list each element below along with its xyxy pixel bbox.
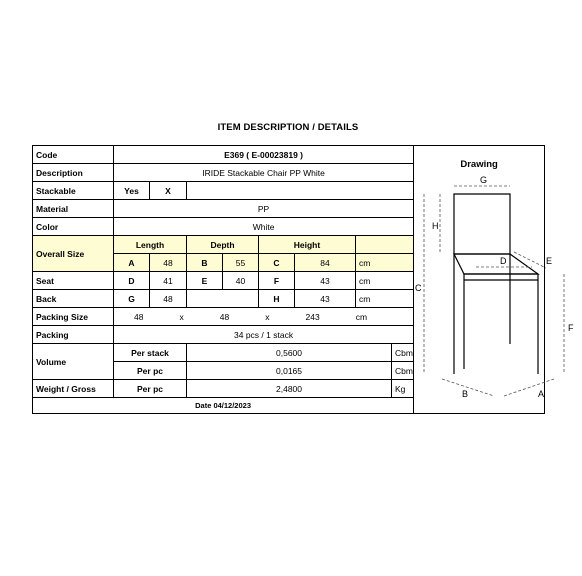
back-key-h: H	[259, 290, 295, 308]
overall-unit: cm	[356, 254, 414, 272]
packing-size-label: Packing Size	[33, 308, 114, 326]
per-stack-value: 0,5600	[187, 344, 392, 362]
code-value: E369 ( E-00023819 )	[114, 146, 414, 164]
packing-size-x2: x	[265, 311, 270, 322]
overall-key-a: A	[114, 254, 150, 272]
weight-value: 2,4800	[187, 380, 392, 398]
header-length: Length	[114, 236, 187, 254]
dim-label-a: A	[538, 389, 545, 399]
seat-depth: 40	[223, 272, 259, 290]
packing-size-values	[114, 312, 413, 322]
seat-key-d: D	[114, 272, 150, 290]
date-stamp: Date 04/12/2023	[33, 398, 414, 414]
seat-label: Seat	[33, 272, 114, 290]
seat-key-f: F	[259, 272, 295, 290]
dim-label-b: B	[462, 389, 469, 399]
seat-length: 41	[150, 272, 187, 290]
chair-backrest	[454, 194, 510, 254]
color-label: Color	[33, 218, 114, 236]
material-label: Material	[33, 200, 114, 218]
weight-label: Weight / Gross	[33, 380, 114, 398]
overall-depth: 55	[223, 254, 259, 272]
overall-length: 48	[150, 254, 187, 272]
packing-size-x1: x	[179, 311, 184, 322]
packing-size-depth: 48	[219, 311, 230, 322]
color-value: White	[114, 218, 414, 236]
packing-size-length: 48	[134, 311, 144, 322]
stackable-yes: Yes	[114, 182, 150, 200]
volume-per-pc-unit: Cbm	[392, 362, 414, 380]
back-unit: cm	[356, 290, 414, 308]
per-stack-label: Per stack	[114, 344, 187, 362]
stackable-label: Stackable	[33, 182, 114, 200]
description-label: Description	[33, 164, 114, 182]
stackable-mark: X	[150, 182, 187, 200]
volume-label: Volume	[33, 344, 114, 380]
page-title: ITEM DESCRIPTION / DETAILS	[217, 122, 359, 133]
description-value: IRIDE Stackable Chair PP White	[114, 164, 414, 182]
chair-seat	[454, 254, 538, 274]
seat-key-e: E	[187, 272, 223, 290]
dim-label-e: E	[546, 256, 553, 266]
overall-key-b: B	[187, 254, 223, 272]
weight-unit: Kg	[392, 380, 414, 398]
volume-per-pc-label: Per pc	[114, 362, 187, 380]
back-length: 48	[150, 290, 187, 308]
back-label: Back	[33, 290, 114, 308]
volume-per-pc-value: 0,0165	[187, 362, 392, 380]
dim-label-d: D	[500, 256, 507, 266]
back-key-g: G	[114, 290, 150, 308]
dim-label-c: C	[415, 283, 422, 293]
seat-height: 43	[295, 272, 356, 290]
drawing-title: Drawing	[460, 159, 498, 170]
chair-drawing	[414, 174, 582, 409]
seat-unit: cm	[356, 272, 414, 290]
per-stack-unit: Cbm	[392, 344, 414, 362]
dim-label-f: F	[568, 323, 574, 333]
drawing-panel	[414, 146, 574, 414]
overall-key-c: C	[259, 254, 295, 272]
dim-label-h: H	[432, 221, 439, 231]
dim-line-a	[504, 379, 554, 396]
packing-value: 34 pcs / 1 stack	[114, 326, 414, 344]
packing-size-unit: cm	[355, 311, 368, 322]
details-table	[32, 145, 574, 414]
back-height: 43	[295, 290, 356, 308]
packing-size-height: 243	[305, 311, 320, 322]
weight-per-pc-label: Per pc	[114, 380, 187, 398]
packing-label: Packing	[33, 326, 114, 344]
material-value: PP	[114, 200, 414, 218]
overall-height: 84	[295, 254, 356, 272]
dim-label-g: G	[480, 175, 488, 185]
header-height: Height	[259, 236, 356, 254]
overall-size-label: Overall Size	[33, 236, 114, 272]
code-label: Code	[33, 146, 114, 164]
header-depth: Depth	[187, 236, 259, 254]
